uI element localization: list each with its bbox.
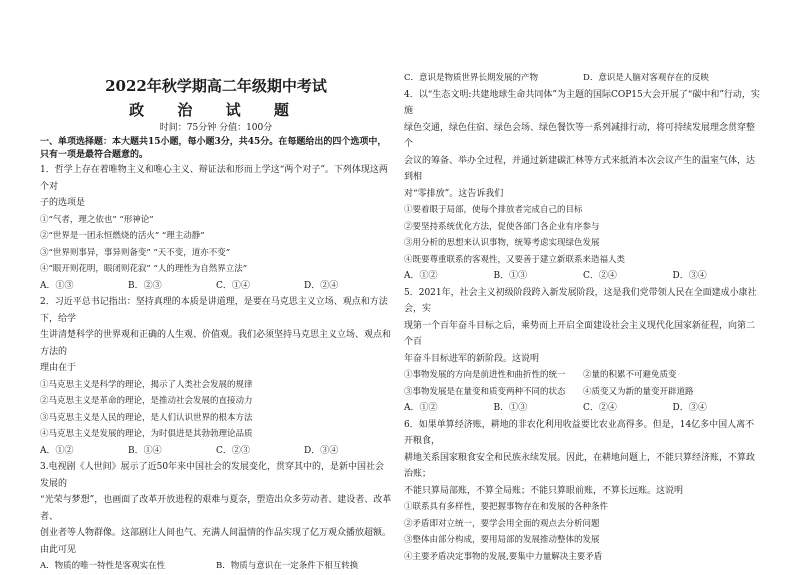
choice-c: C．②③ bbox=[216, 445, 250, 456]
answer-choices bbox=[40, 443, 392, 460]
answer-choices bbox=[40, 558, 392, 575]
choice-b: B．①④ bbox=[128, 445, 162, 456]
question-stem: 现第一个百年奋斗目标之后，乘势而上开启全面建设社会主义现代化国家新征程，向第二个百 bbox=[404, 320, 756, 347]
question-stem: 对“零排放”。这告诉我们 bbox=[404, 188, 504, 199]
question-stem: 子的选项是 bbox=[40, 198, 86, 208]
choice-d: D．③④ bbox=[304, 445, 339, 456]
option: ①联系具有多样性，要把握事物存在和发展的各种条件 bbox=[404, 502, 609, 512]
option: ④既要尊重联系的客观性，又要善于建立新联系来造福人类 bbox=[404, 254, 626, 265]
question-stem: “光荣与梦想”，也画面了改革开放进程的艰难与夏奈，塑造出众多劳动者、建设者、改革者、 bbox=[40, 495, 392, 522]
option: ②马克思主义是革命的理论，是推动社会发展的直接动力 bbox=[40, 396, 253, 406]
answer-choices bbox=[40, 278, 392, 295]
question-stem: 5．2021年，社会主义初级阶段跨入新发展阶段，这是我们党带领人民在全面建成小康社会，实 bbox=[404, 287, 757, 314]
choice-b: B．②③ bbox=[128, 280, 162, 291]
question-stem: 创业者等人物群像。这部剧让人间也气、充满人间温情的作品实现了亿万观众播放超额。由此可见 bbox=[40, 528, 392, 555]
choice-b: B．①③ bbox=[493, 271, 528, 281]
option: ①事物发展的方向是前进性和曲折性的统一 bbox=[404, 370, 566, 380]
option: ①“气者，理之依也” “形神论” bbox=[40, 214, 154, 225]
question-stem: 年奋斗目标进军的新阶段。这说明 bbox=[404, 353, 540, 364]
answer-choices bbox=[404, 400, 762, 417]
option: ④“眼开则花明，眼闭则花寂” “人的理性为自然界立法” bbox=[40, 264, 248, 274]
option: ④质变又为新的量变开辟道路 bbox=[583, 386, 694, 397]
question-stem: 6．如果单算经济账，耕地的非农化利用收益要比农业高得多。但是，14亿多中国人离不开粮食， bbox=[404, 419, 755, 446]
exam-meta: 时间：75分钟 分值：100分 bbox=[159, 123, 273, 133]
question-4 bbox=[404, 87, 762, 285]
question-2 bbox=[40, 294, 392, 459]
answer-choices bbox=[404, 268, 762, 285]
choice-c: C．②④ bbox=[583, 271, 617, 281]
left-column bbox=[40, 70, 392, 575]
choice-a: A．①② bbox=[404, 403, 438, 413]
choice-d: D．③④ bbox=[672, 403, 707, 413]
question-1 bbox=[40, 162, 392, 294]
right-column bbox=[404, 70, 762, 565]
question-stem: 2．习近平总书记指出：坚持真理的本质是讲道理，是要在马克思主义立场、观点和方法下，给学 bbox=[40, 297, 388, 324]
choice-d: D．③④ bbox=[672, 271, 707, 281]
option-row bbox=[404, 367, 762, 384]
option: ①马克思主义是科学的理论，揭示了人类社会发展的规律 bbox=[40, 379, 253, 390]
question-stem: 3.电视剧《人世间》展示了近50年来中国社会的发展变化，贯穿其中的，是新中国社会发展的 bbox=[40, 462, 385, 489]
question-5 bbox=[404, 285, 762, 417]
option: ②矛盾即对立统一，要学会用全面的观点去分析问题 bbox=[404, 518, 600, 529]
question-stem: 4．以“生态文明:共建地球生命共同体”为主题的国际COP15大会开展了“碳中和”行动，实施 bbox=[404, 89, 760, 116]
option: ④马克思主义是发展的理论，为时俱进是其勃勃理论品质 bbox=[40, 429, 253, 439]
option: ③事物发展是在量变和质变两种不同的状态 bbox=[404, 386, 566, 397]
section-instruction: 一、单项选择题：本大题共15小题，每小题3分，共45分。在每题给出的四个选项中，只有一项是最符合题意的。 bbox=[40, 137, 387, 160]
option: ②“世界是一团永恒燃烧的活火” “理主动静” bbox=[40, 231, 205, 241]
question-stem: 耕地关系国家粮食安全和民族永续发展。因此，在耕地问题上，不能只算经济账，不算政治账； bbox=[404, 452, 756, 479]
question-stem: 绿色交通，绿色住宿、绿色会场、绿色餐饮等一系列减排行动，将可持续发展理念贯穿整个 bbox=[404, 122, 756, 149]
question-6 bbox=[404, 417, 762, 566]
question-stem: 会议的筹备、举办全过程，并通过新建碳汇林等方式来抵消本次会议产生的温室气体，达到相 bbox=[404, 155, 756, 182]
option: ①要着眼于局部，使每个排放者完成自己的目标 bbox=[404, 205, 583, 215]
option-row bbox=[404, 384, 762, 401]
option: ③“世界则事异，事异则备变” “天不变，道亦不变” bbox=[40, 247, 231, 258]
choice-c: C．①④ bbox=[216, 280, 250, 291]
option: ③整体由部分构成，要用局部的发展推动整体的发展 bbox=[404, 535, 600, 545]
choice-a: A．①② bbox=[404, 271, 438, 281]
question-stem: 不能只算局部账，不算全局账；不能只算眼前账，不算长远账。这说明 bbox=[404, 485, 684, 496]
choice-a: A．物质的唯一特性是客观实在性 bbox=[40, 561, 166, 571]
question-stem: 生讲清楚科学的世界观和正确的人生观、价值观。我们必须坚持马克思主义立场、观点和方法的 bbox=[40, 330, 392, 357]
option: ②要坚持系统优化方法，促使各部门各企业有序参与 bbox=[404, 221, 600, 232]
question-stem: 1．哲学上存在着唯物主义和唯心主义、辩证法和形而上学这“两个对子”。下列体现这两个对 bbox=[40, 165, 388, 192]
choice-d: D．②④ bbox=[304, 280, 339, 291]
choice-c: C．②④ bbox=[583, 403, 617, 413]
question-3 bbox=[40, 459, 392, 575]
option: ②量的积累不可避免质变 bbox=[583, 370, 677, 380]
choice-a: A．①② bbox=[40, 445, 74, 456]
choice-d: D．意识是人脑对客观存在的反映 bbox=[583, 73, 709, 83]
answer-choices bbox=[404, 70, 762, 87]
exam-title: 2022年秋学期高二年级期中考试 bbox=[105, 77, 327, 95]
choice-b: B．物质与意识在一定条件下相互转换 bbox=[216, 561, 359, 571]
option: ④主要矛盾决定事物的发展,要集中力量解决主要矛盾 bbox=[404, 551, 603, 562]
exam-subject: 政 治 试 题 bbox=[129, 101, 303, 119]
option: ③马克思主义是人民的理论，是人们认识世界的根本方法 bbox=[40, 412, 253, 423]
option: ③用分析的思想来认识事物，统筹考虑实现绿色发展 bbox=[404, 238, 600, 248]
choice-b: B．①③ bbox=[493, 403, 528, 413]
choice-c: C．意识是物质世界长期发展的产物 bbox=[404, 73, 539, 83]
question-stem: 理由在于 bbox=[40, 363, 77, 373]
choice-a: A．①③ bbox=[40, 280, 74, 291]
